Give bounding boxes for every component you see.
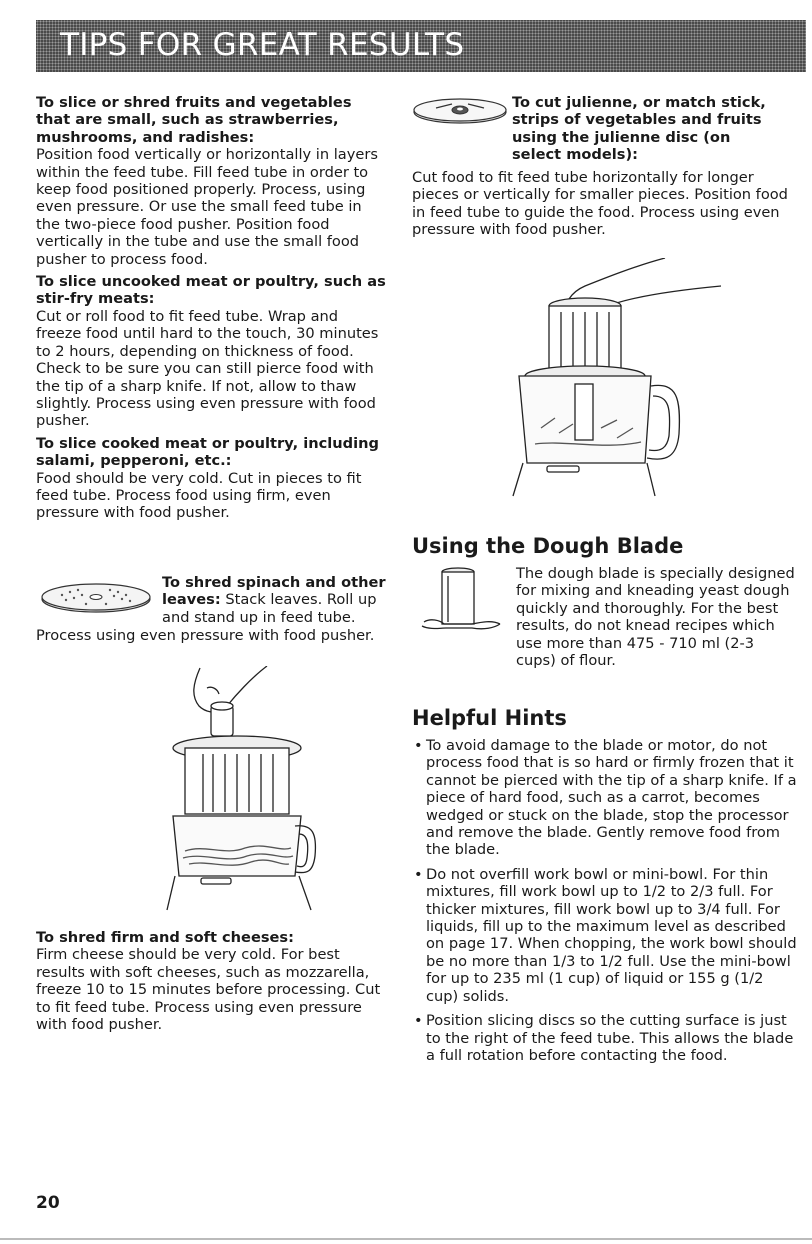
bullet-icon: • bbox=[414, 865, 423, 883]
tip-body: Cut food to fit feed tube horizontally for longer pieces or vertically for smaller pieces. Position food in feed tube to guide the food. Process using even pressure with food pusher. bbox=[412, 169, 788, 239]
hint-text: Position slicing discs so the cutting surface is just to the right of the feed tube. This allows the blade a full rotation before contacting the food. bbox=[426, 1012, 794, 1064]
bullet-icon: • bbox=[414, 737, 423, 754]
julienne-disc-icon bbox=[412, 94, 508, 128]
dough-blade-body bbox=[516, 565, 798, 669]
bottom-rule bbox=[0, 1238, 812, 1240]
tip-heading: To slice uncooked meat or poultry, such as stir-fry meats: bbox=[36, 273, 386, 308]
list-item bbox=[412, 1012, 798, 1064]
food-processor-shredding-illustration bbox=[155, 666, 330, 911]
title-banner bbox=[36, 20, 806, 72]
shredding-disc-icon bbox=[40, 577, 152, 617]
tip-body: Process using even pressure with food pusher. bbox=[36, 627, 375, 644]
page-title: TIPS FOR GREAT RESULTS bbox=[60, 27, 465, 63]
dough-blade-text: The dough blade is specially designed for mixing and kneading yeast dough quickly and thoroughly. For the best results, do not knead recipes which use more than 475 - 710 ml (2-3 cups) of flour. bbox=[516, 565, 795, 670]
cheese-tip bbox=[36, 929, 386, 1033]
julienne-heading-text: To cut julienne, or match stick, strips of vegetables and fruits using the julienne disc (on select models): bbox=[512, 94, 766, 164]
food-processor-julienne-illustration bbox=[505, 258, 727, 498]
list-item bbox=[412, 866, 798, 1005]
hint-text: Do not overfill work bowl or mini-bowl. For thin mixtures, fill work bowl up to 1/2 to 2/3 full. For thicker mixtures, fill work bowl up to 3/4 full. For liquids, fill up to the maximum level as described on page 17. When chopping, the work bowl should be no more than 1/3 to 1/2 full. Use the mini-bowl for up to 235 ml (1 cup) of liquid or 155 g (1/2 cup) solids. bbox=[426, 865, 797, 1005]
helpful-hints-title: Helpful Hints bbox=[412, 706, 567, 730]
helpful-hints-list bbox=[412, 737, 798, 1071]
dough-blade-icon bbox=[420, 566, 502, 636]
tip-body: Stack leaves. Roll up and stand up in feed tube. bbox=[162, 591, 377, 626]
list-item bbox=[412, 737, 798, 859]
tip-heading: To shred firm and soft cheeses: bbox=[36, 929, 294, 946]
tip-body: Food should be very cold. Cut in pieces to fit feed tube. Process food using firm, even pressure with food pusher. bbox=[36, 469, 362, 522]
left-column bbox=[36, 94, 386, 527]
hint-text: To avoid damage to the blade or motor, do not process food that is so hard or firmly frozen that it cannot be pierced with the tip of a sharp knife. If a piece of hard food, such as a carrot, becomes wedged or stuck on the blade, stop the processor and remove the blade. Gently remove food from the blade. bbox=[426, 737, 797, 859]
tip-heading bbox=[512, 94, 772, 164]
bullet-icon: • bbox=[414, 1012, 423, 1030]
tip-heading: To slice cooked meat or poultry, including salami, pepperoni, etc.: bbox=[36, 434, 379, 470]
tip-body: Cut or roll food to fit feed tube. Wrap and freeze food until hard to the touch, 30 minutes to 2 hours, depending on thickness of food. Check to be sure you can still pierce food with the tip of a sharp knife. If not, allow to thaw slightly. Process using even pressure with food pusher. bbox=[36, 307, 379, 430]
tip-heading: To shred spinach and other leaves: bbox=[162, 574, 386, 609]
tip-heading: To slice or shred fruits and vegetables that are small, such as strawberries, mushrooms, and radishes: bbox=[36, 94, 352, 146]
tip-body: Firm cheese should be very cold. For best results with soft cheeses, such as mozzarella, freeze 10 to 15 minutes before processing. Cut to fit feed tube. Process using even pressure with food pusher. bbox=[36, 946, 381, 1034]
spinach-tip bbox=[162, 574, 388, 626]
page-number: 20 bbox=[36, 1193, 60, 1213]
tip-body: Position food vertically or horizontally in layers within the feed tube. Fill feed tube in order to keep food positioned properly. Process, using even pressure. Or use the small feed tube in the two-piece food pusher. Position food vertically in the tube and use the small food pusher to process food. bbox=[36, 146, 378, 268]
dough-blade-title: Using the Dough Blade bbox=[412, 534, 684, 558]
